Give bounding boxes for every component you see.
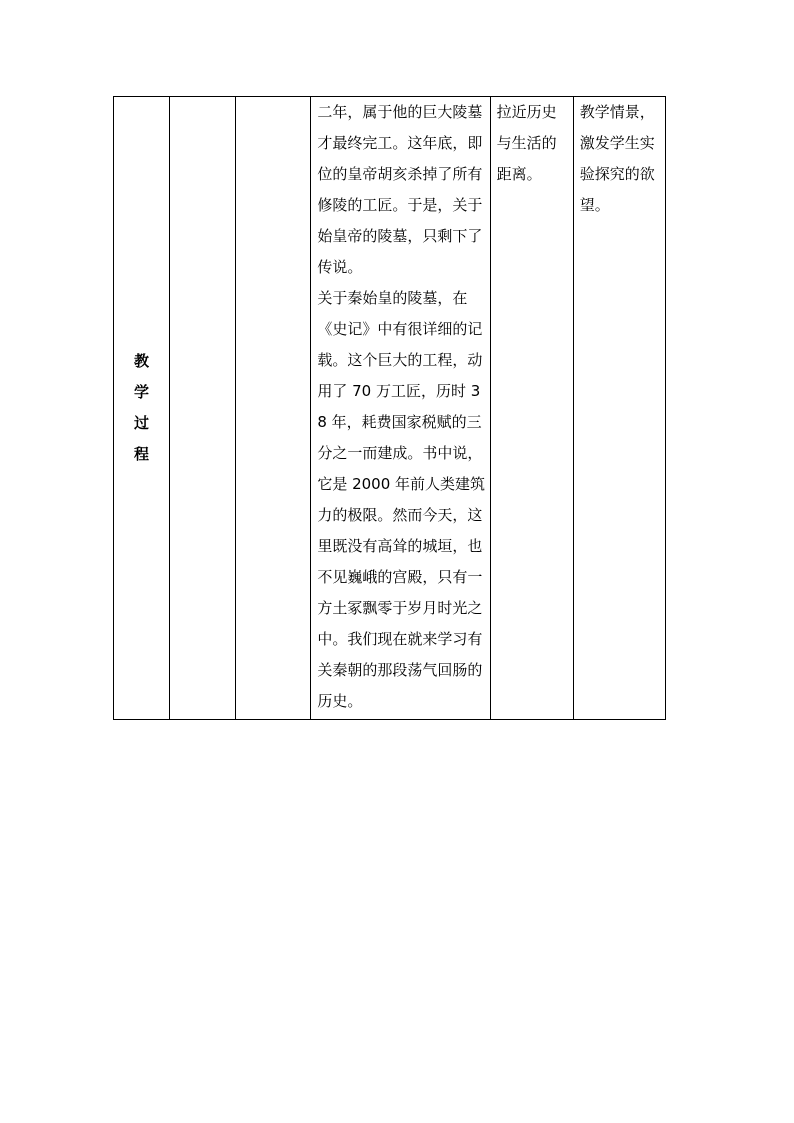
content-paragraph-1: 二年，属于他的巨大陵墓才最终完工。这年底，即位的皇帝胡亥杀掉了所有修陵的工匠。于是，关于始皇帝的陵墓，只剩下了传说。 bbox=[317, 103, 483, 276]
intent-note: 教学情景，激发学生实验探究的欲望。 bbox=[579, 103, 655, 214]
empty-cell-2 bbox=[236, 97, 311, 720]
section-label-cell bbox=[114, 97, 170, 720]
section-label: 教学过程 bbox=[134, 352, 150, 463]
design-note: 拉近历史与生活的距离。 bbox=[496, 103, 557, 183]
design-note-cell bbox=[490, 97, 573, 720]
intent-note-cell bbox=[573, 97, 665, 720]
teaching-content-cell bbox=[311, 97, 490, 720]
table-row bbox=[114, 97, 666, 720]
empty-cell-1 bbox=[170, 97, 236, 720]
content-paragraph-2: 关于秦始皇的陵墓，在《史记》中有很详细的记载。这个巨大的工程，动用了 70 万工匠，历时 38 年，耗费国家税赋的三分之一而建成。书中说，它是 2000 年前人类建筑力的极限。然而今天，这里既没有高耸的城垣，也不见巍峨的宫殿，只有一方土冢飘零于岁月时光之中。我们现在就来学习有关秦朝的那段荡气回肠的历史。 bbox=[317, 289, 486, 710]
lesson-plan-table bbox=[113, 96, 666, 720]
